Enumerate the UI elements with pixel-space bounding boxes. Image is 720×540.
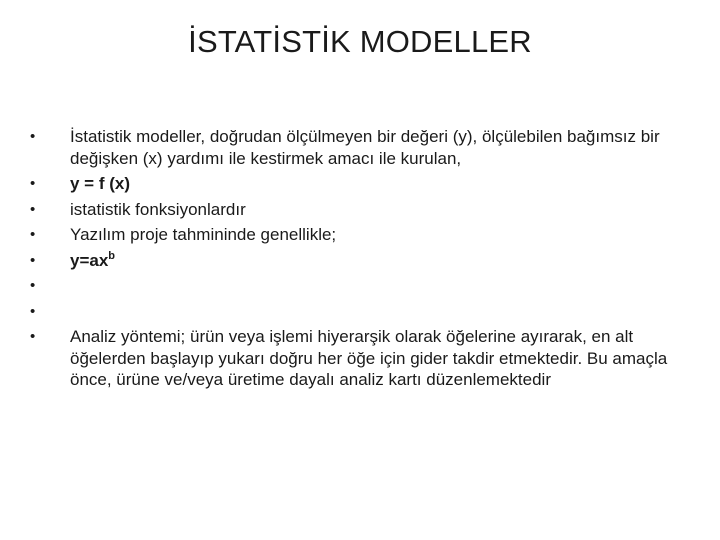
formula-base: y=ax bbox=[70, 250, 109, 270]
formula-exponent: b bbox=[108, 249, 116, 262]
bullet-item-power-formula bbox=[30, 250, 690, 272]
bullet-item-functions bbox=[30, 199, 690, 221]
bullet-text: İstatistik modeller, doğrudan ölçülmeyen bir değeri (y), ölçülebilen bağımsız bir değişken (x) yardımı ile kestirmek amacı ile kurulan, bbox=[70, 127, 660, 168]
slide-title: İSTATİSTİK MODELLER bbox=[188, 24, 532, 59]
bullet-icon: • bbox=[30, 128, 36, 145]
bullet-icon: • bbox=[30, 200, 36, 218]
bullet-text: Yazılım proje tahmininde genellikle; bbox=[70, 225, 337, 244]
bullet-list bbox=[30, 126, 690, 395]
bullet-text-power-formula bbox=[70, 250, 690, 272]
bullet-icon: • bbox=[30, 175, 36, 192]
bullet-icon: • bbox=[30, 226, 36, 243]
bullet-text: istatistik fonksiyonlardır bbox=[70, 199, 246, 219]
bullet-text: Analiz yöntemi; ürün veya işlemi hiyerarşik olarak öğelerine ayırarak, en alt öğelerden başlayıp yukarı doğru her öğe için gider takdir etmektedir. Bu amaçla önce, ürüne ve/veya üretime dayalı analiz kartı düzenlemektedir bbox=[70, 327, 668, 389]
bullet-icon: • bbox=[30, 277, 36, 294]
bullet-item-estimation bbox=[30, 224, 690, 246]
bullet-item-empty bbox=[30, 275, 690, 297]
bullet-item-empty bbox=[30, 301, 690, 323]
bullet-icon: • bbox=[30, 302, 36, 320]
bullet-item-analysis bbox=[30, 326, 690, 391]
bullet-item-definition bbox=[30, 126, 690, 169]
bullet-icon: • bbox=[30, 328, 36, 345]
bullet-text-formula: y = f (x) bbox=[70, 174, 130, 193]
bullet-icon: • bbox=[30, 251, 36, 269]
bullet-item-formula bbox=[30, 173, 690, 195]
